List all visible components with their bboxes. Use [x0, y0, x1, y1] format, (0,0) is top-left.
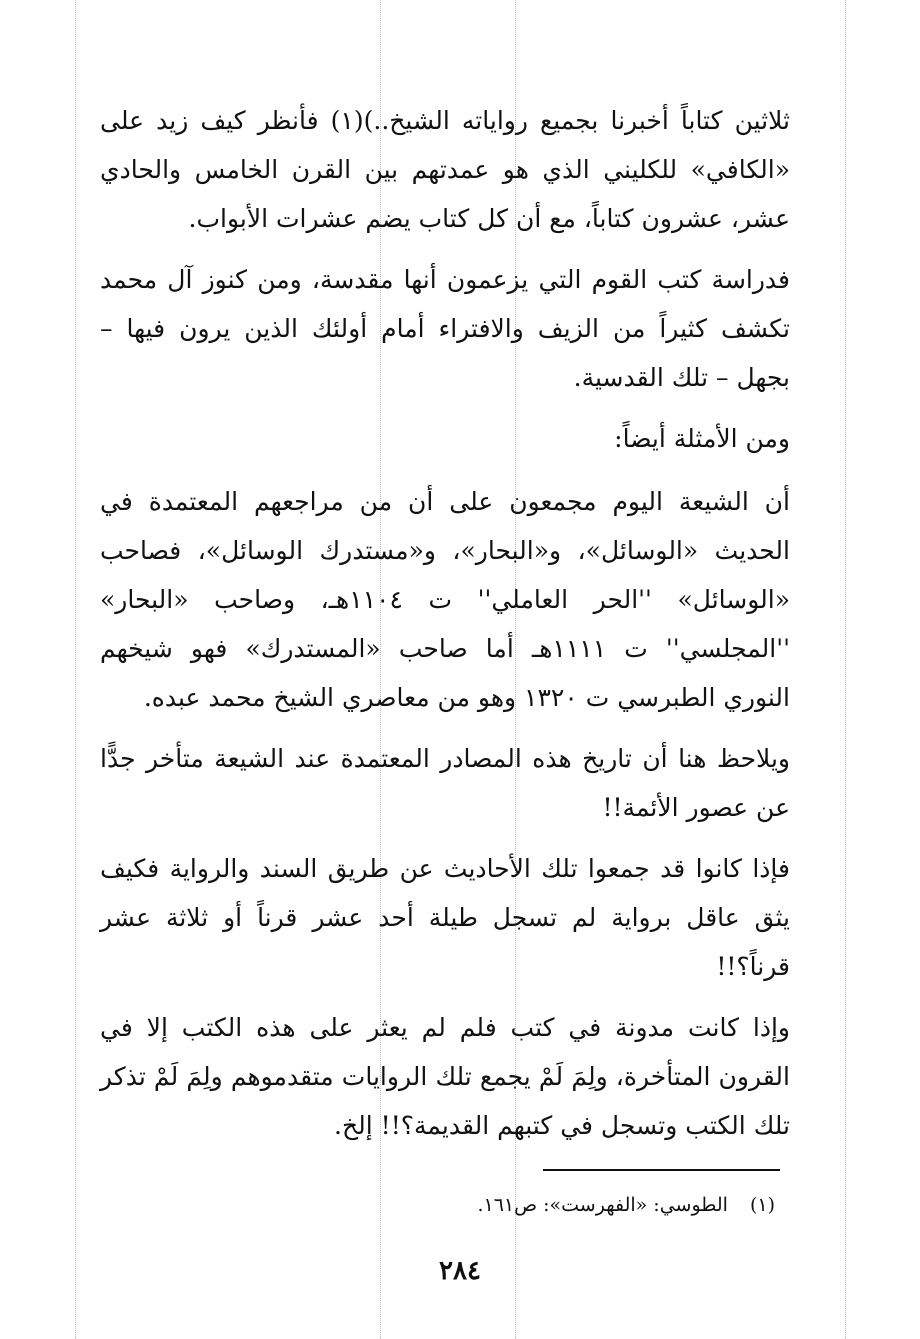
scan-guide-line	[845, 0, 846, 1339]
footnote-number: (١)	[749, 1194, 775, 1216]
paragraph-1: ثلاثين كتاباً أخبرنا بجميع رواياته الشيخ..)(١) فأنظر كيف زيد على «الكافي» للكليني الذي هو عمدتهم بين القرن الخامس والحادي عشر، عشرون كتاباً، مع أن كل كتاب يضم عشرات الأبواب.	[100, 106, 790, 233]
scan-guide-line	[75, 0, 76, 1339]
paragraph-2: فدراسة كتب القوم التي يزعمون أنها مقدسة، ومن كنوز آل محمد تكشف كثيراً من الزيف والافتراء أمام أولئك الذين يرون فيها – بجهل – تلك القدسية.	[100, 265, 790, 392]
footnote-text: الطوسي: «الفهرست»: ص١٦١.	[477, 1194, 728, 1216]
paragraph-6: فإذا كانوا قد جمعوا تلك الأحاديث عن طريق السند والرواية فكيف يثق عاقل برواية لم تسجل طيلة أحد عشر قرناً أو ثلاثة عشر قرناً؟!!	[100, 854, 790, 981]
paragraph-7: وإذا كانت مدونة في كتب فلم لم يعثر على هذه الكتب إلا في القرون المتأخرة، ولِمَ لَمْ يجمع تلك الروايات متقدموهم ولِمَ لَمْ تذكر تلك الكتب وتسجل في كتبهم القديمة؟!! إلخ.	[100, 1013, 790, 1140]
paragraph-5: ويلاحظ هنا أن تاريخ هذه المصادر المعتمدة عند الشيعة متأخر جدًّا عن عصور الأئمة!!	[100, 744, 790, 822]
footnote-separator	[543, 1169, 780, 1171]
page-body	[100, 96, 790, 1162]
page-number: ٢٨٤	[439, 1256, 481, 1286]
paragraph-3: ومن الأمثلة أيضاً:	[614, 424, 790, 453]
paragraph-4: أن الشيعة اليوم مجمعون على أن من مراجعهم المعتمدة في الحديث «الوسائل»، و«البحار»، و«مستدرك الوسائل»، فصاحب «الوسائل» ''الحر العاملي'' ت ١١٠٤هـ، وصاحب «البحار» ''المجلسي'' ت ١١١١هـ أما صاحب «المستدرك» فهو شيخهم النوري الطبرسي ت ١٣٢٠ وهو من معاصري الشيخ محمد عبده.	[100, 487, 791, 712]
footnote	[477, 1190, 775, 1220]
